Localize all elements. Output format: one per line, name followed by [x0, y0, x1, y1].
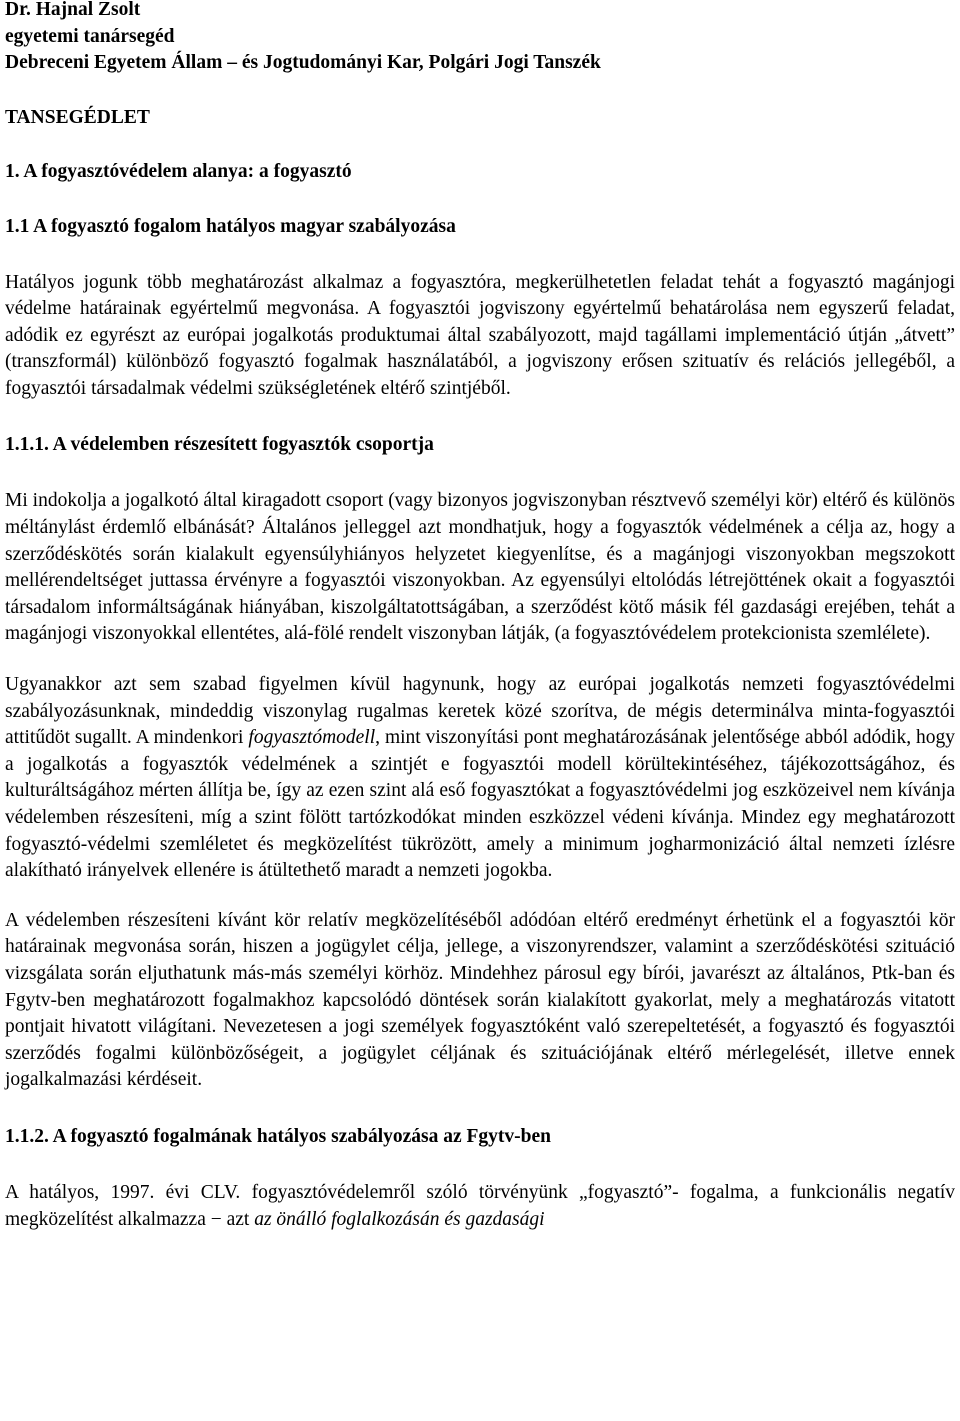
heading-section-1-1-2: 1.1.2. A fogyasztó fogalmának hatályos szabályozása az Fgytv-ben	[5, 1125, 551, 1147]
paragraph-3-text-a: Ugyanakkor azt sem szabad figyelmen kívül hagynunk, hogy az európai jogalkotás nemzeti fogyasztóvédelmi szabályozásunknak, mindeddig viszonylag rugalmas keretek közé szorítva, de mégis determinálva minta-fogyasztói attitűdöt sugallt. A mindenkori	[5, 674, 955, 749]
author-position: egyetemi tanársegéd	[5, 25, 175, 47]
paragraph-5-text-a: A hatályos, 1997. évi CLV. fogyasztóvédelemről szóló törvényünk „fogyasztó”- fogalma, a funkcionális negatív megközelítést alkalmazza − azt	[5, 1181, 955, 1230]
document-page	[5, 0, 955, 1233]
document-label: TANSEGÉDLET	[5, 106, 150, 128]
paragraph-3	[5, 672, 955, 885]
paragraph-5	[5, 1180, 955, 1233]
heading-section-1: 1. A fogyasztóvédelem alanya: a fogyasztó	[5, 160, 352, 182]
paragraph-5-italic-phrase: az önálló foglalkozásán és gazdasági	[254, 1208, 545, 1230]
document-header	[5, 0, 955, 77]
author-name: Dr. Hajnal Zsolt	[5, 0, 141, 20]
heading-section-1-1-1: 1.1.1. A védelemben részesített fogyasztók csoportja	[5, 434, 434, 456]
author-affiliation: Debreceni Egyetem Állam – és Jogtudományi Kar, Polgári Jogi Tanszék	[5, 52, 601, 73]
paragraph-4: A védelemben részesíteni kívánt kör relatív megközelítéséből adódóan eltérő eredményt érhetünk el a fogyasztói kör határainak megvonása során, hiszen a jogügylet célja, jellege, a viszonyrendszer, valamint a szerződéskötési szituáció vizsgálata során eljuthatunk más-más személyi körhöz. Mindehhez párosul egy bírói, javarészt az általános, Ptk-ban és Fgytv-ben meghatározott fogalmakhoz kapcsolódó döntések során kialakított gyakorlat, mely a meghatározás vitatott pontjait hivatott világítani. Nevezetesen a jogi személyek fogyasztóként való szerepeltetését, a fogyasztó és fogyasztói szerződés fogalmi különbözőségeit, a jogügylet céljának és szituációjának eltérő mérlegelését, illetve ennek jogalkalmazási kérdéseit.	[5, 909, 955, 1091]
paragraph-1: Hatályos jogunk több meghatározást alkalmaz a fogyasztóra, megkerülhetetlen feladat tehát a fogyasztó magánjogi védelme határainak egyértelmű megvonása. A fogyasztói jogviszony egyértelmű behatárolása nem egyszerű feladat, adódik ez egyrészt az európai jogalkotás produktumai által szabályozott, majd tagállami implementáció útján „átvett” (transzformál) különböző fogyasztó fogalmak használatából, a jogviszony erősen szituatív és relációs jellegéből, a fogyasztói társadalmak védelmi szükségletének eltérő szintjéből.	[5, 271, 955, 399]
paragraph-3-text-b: , mint viszonyítási pont meghatározásának jelentősége abból adódik, hogy a jogalkotás a fogyasztók védelmének a szintjét e fogyasztói modell körültekintéséhez, tájékozottságához, és kulturáltságához mérten állítja be, így az ezen szint alá eső fogyasztókat a fogyasztóvédelmi jog eszközeivel nem kívánja védelemben részesíteni, míg a szint fölött tartózkodókat minden eszközzel védeni kívánja. Mindez egy meghatározott fogyasztó-védelmi szemléletet és megközelítést tükrözött, amely a minimum jogharmonizáció által nemzeti ízlésre alakítható irányelvek ellenére is átültethető maradt a nemzeti jogokba.	[5, 727, 955, 882]
heading-section-1-1: 1.1 A fogyasztó fogalom hatályos magyar szabályozása	[5, 215, 456, 237]
paragraph-2: Mi indokolja a jogalkotó által kiragadott csoport (vagy bizonyos jogviszonyban résztvevő személyi kör) eltérő és különös méltánylást érdemlő elbánását? Általános jelleggel azt mondhatjuk, hogy a fogyasztók védelmének a célja az, hogy a szerződéskötés során kialakult egyensúlyhiányos helyzetet kiegyenlítse, és a magánjogi viszonyokban megszokott mellérendeltséget juttassa érvényre a fogyasztói viszonyokban. Az egyensúlyi eltolódás létrejöttének okait a fogyasztói társadalom informáltságának hiányában, kiszolgáltatottságában, a szerződést kötő másik fél gazdasági erejében, tehát a magánjogi viszonyokkal ellentétes, alá-fölé rendelt viszonyban látják, (a fogyasztóvédelem protekcionista szemlélete).	[5, 490, 955, 645]
paragraph-3-italic-term: fogyasztómodell	[248, 727, 376, 749]
